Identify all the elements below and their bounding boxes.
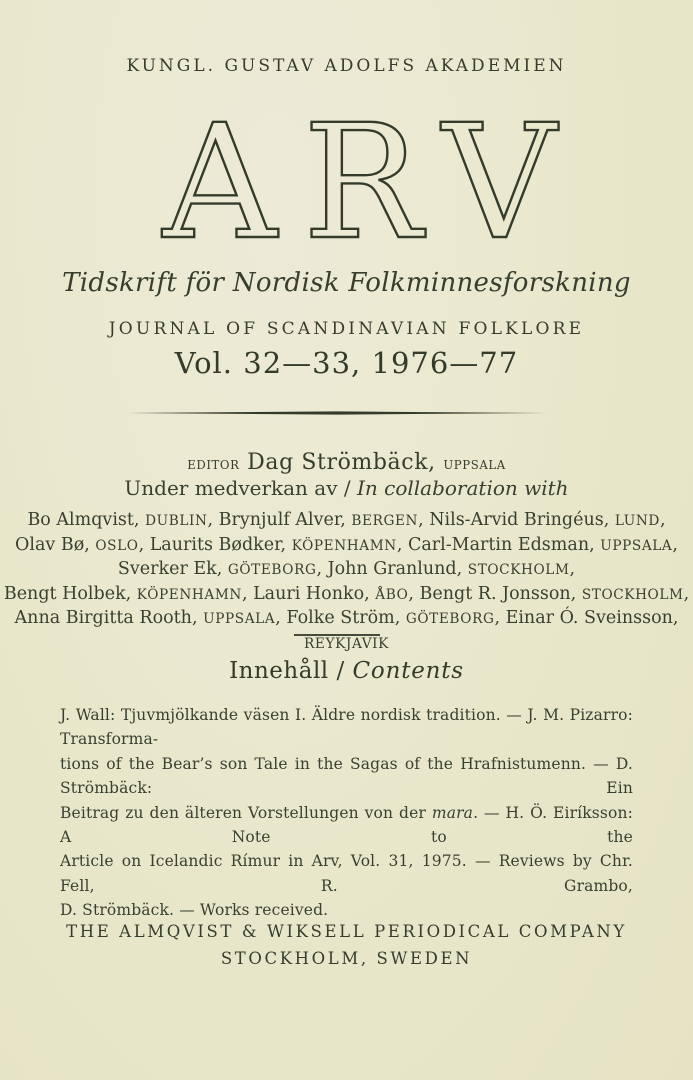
collaborator-line: Bo Almqvist, DUBLIN, Brynjulf Alver, BERGEN, Nils-Arvid Bringéus, LUND, — [27, 510, 666, 530]
contents-line: Article on Icelandic Rímur in Arv, Vol. 31, 1975. — Reviews by Chr. Fell, R. Grambo, — [60, 852, 633, 895]
collaboration-intro: Under medverkan av / In collaboration with — [124, 476, 569, 500]
editor-line: EDITOR Dag Strömbäck, UPPSALA — [187, 450, 506, 475]
divider-rule — [128, 411, 549, 415]
publisher-location: STOCKHOLM, SWEDEN — [220, 949, 473, 968]
contents-line: Beitrag zu den älteren Vorstellungen von der mara. — H. Ö. Eiríksson: A Note to the — [60, 803, 633, 847]
collaborator-line: Olav Bø, OSLO, Laurits Bødker, KÖPENHAMN, Carl-Martin Edsman, UPPSALA, — [15, 534, 678, 555]
collaborator-line: Sverker Ek, GÖTEBORG, John Granlund, STOCKHOLM, — [117, 559, 576, 579]
arv-logo: ARV — [162, 91, 583, 275]
section-divider-rule — [294, 634, 380, 636]
academy-header: KUNGL. GUSTAV ADOLFS AKADEMIEN — [126, 56, 567, 76]
journal-subtitle-swedish: Tidskrift för Nordisk Folkminnesforskning — [62, 268, 631, 298]
contents-line: tions of the Bear’s son Tale in the Sagas of the Hrafnistumenn. — D. Strömbäck: Ein — [60, 754, 633, 798]
contents-line: D. Strömbäck. — Works received. — [60, 901, 329, 920]
volume-line: Vol. 32—33, 1976—77 — [174, 346, 519, 380]
journal-subtitle-english: JOURNAL OF SCANDINAVIAN FOLKLORE — [108, 319, 585, 339]
contents-heading: Innehåll / Contents — [229, 658, 464, 684]
collaborator-line: Anna Birgitta Rooth, UPPSALA, Folke Ström, GÖTEBORG, Einar Ó. Sveinsson, REYKJAVIK — [14, 608, 679, 652]
publisher-name: THE ALMQVIST & WIKSELL PERIODICAL COMPANY — [66, 922, 627, 941]
collaborator-line: Bengt Holbek, KÖPENHAMN, Lauri Honko, ÅBO, Bengt R. Jonsson, STOCKHOLM, — [3, 583, 690, 604]
contents-paragraph — [60, 703, 633, 923]
contents-line: J. Wall: Tjuvmjölkande väsen I. Äldre nordisk tradition. — J. M. Pizarro: Transforma- — [60, 706, 633, 749]
